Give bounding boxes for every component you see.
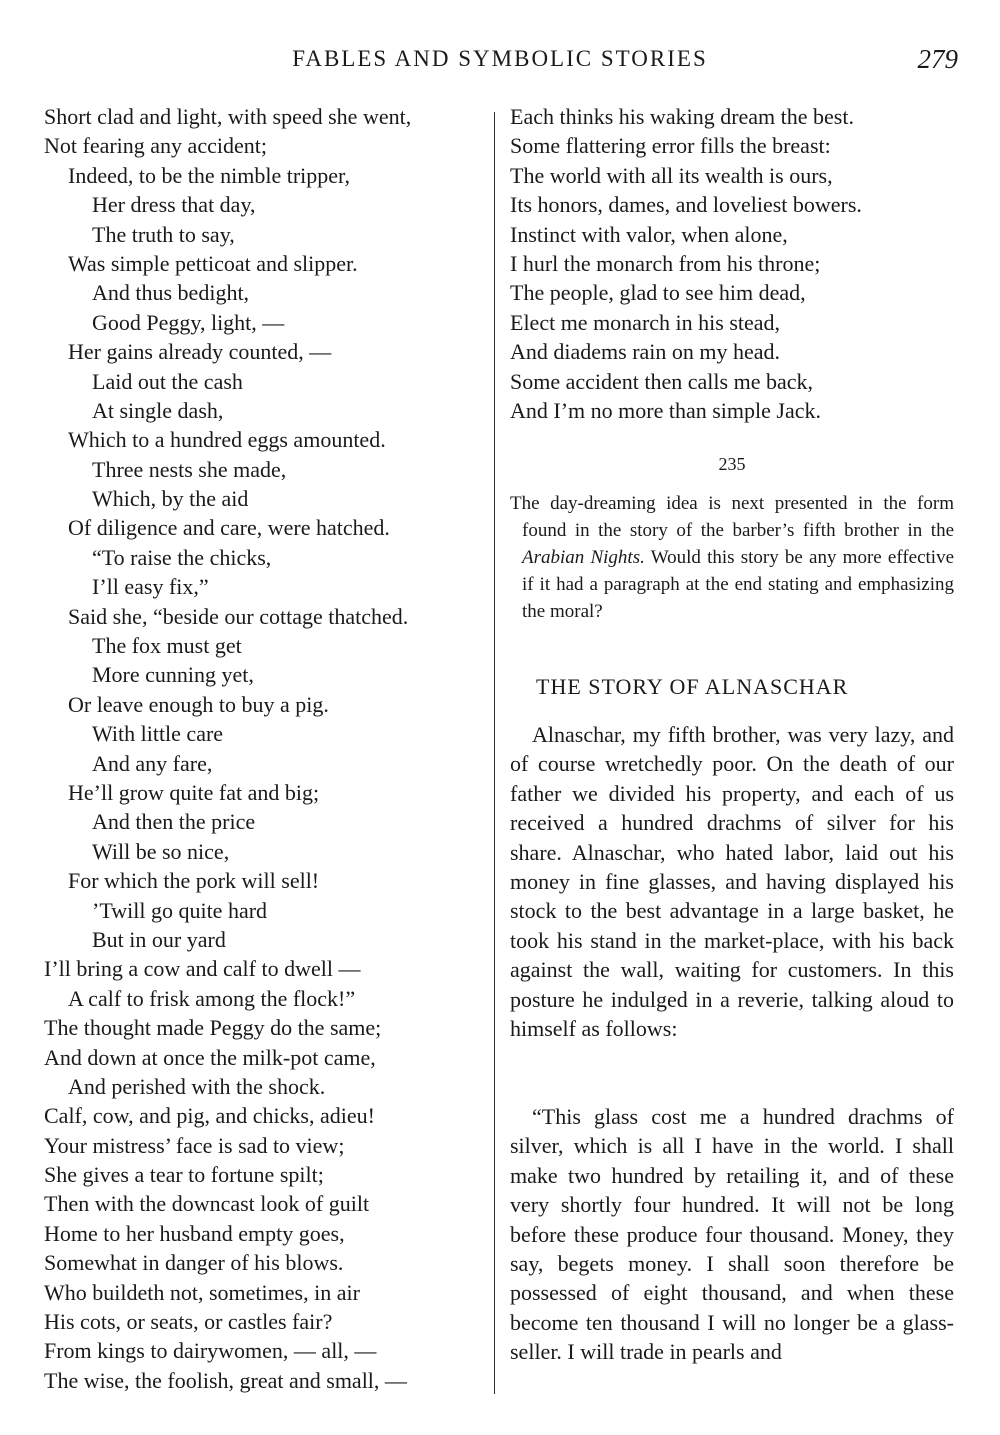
poem-line: Home to her husband empty goes, — [44, 1220, 345, 1246]
story-paragraph: “This glass cost me a hundred drachms of silver, which is all I have in the world. I shall make two hundred by retailing it, and of these very shortly four hundred. It will not be long before these produce four thousand. Money, they say, begets money. I shall soon therefore be possessed of eight thousand, and when these become ten thousand I will no longer be a glass-seller. I will trade in pearls and — [510, 1104, 954, 1365]
poem-line: And perished with the shock. — [68, 1073, 326, 1099]
poem-line: Elect me monarch in his stead, — [510, 309, 781, 335]
poem-line: Some accident then calls me back, — [510, 368, 813, 394]
poem-line: I’ll bring a cow and calf to dwell — — [44, 956, 361, 982]
poem-line: But in our yard — [92, 926, 226, 952]
poem-line: Who buildeth not, sometimes, in air — [44, 1279, 360, 1305]
poem-line: Indeed, to be the nimble tripper, — [68, 162, 350, 188]
story-title: THE STORY OF ALNASCHAR — [536, 674, 849, 699]
poem-right-column — [510, 102, 954, 425]
poem-line: Then with the downcast look of guilt — [44, 1191, 370, 1217]
running-title: FABLES AND SYMBOLIC STORIES — [292, 46, 708, 71]
poem-line: Somewhat in danger of his blows. — [44, 1250, 344, 1276]
column-divider — [494, 112, 495, 1394]
running-header — [0, 44, 1000, 84]
poem-line: Her gains already counted, — — [68, 339, 332, 365]
story-paragraph: Alnaschar, my fifth brother, was very lazy, and of course wretchedly poor. On the death of our father we divided his property, and each of us received a hundred drachms of silver for his share. Alnaschar, who hated labor, laid out his money in fine glasses, and having displayed his stock to the best advantage in a large basket, he took his stand in the market-place, with his back against the wall, waiting for customers. In this posture he indulged in a reverie, talking aloud to himself as follows: — [510, 722, 954, 1042]
note-text-after: Would this story be any more effective if it had a paragraph at the end stating and emphasizing the moral? — [522, 547, 955, 622]
poem-line: And diadems rain on my head. — [510, 339, 781, 365]
poem-line: And down at once the milk-pot came, — [44, 1044, 376, 1070]
poem-line: Three nests she made, — [92, 456, 287, 482]
selection-number: 235 — [718, 454, 746, 474]
poem-line: The people, glad to see him dead, — [510, 280, 806, 306]
poem-line: I’ll easy fix,” — [92, 574, 209, 600]
poem-line: And I’m no more than simple Jack. — [510, 397, 821, 423]
poem-line: He’ll grow quite fat and big; — [68, 779, 320, 805]
poem-line: I hurl the monarch from his throne; — [510, 250, 821, 276]
poem-line: Said she, “beside our cottage thatched. — [68, 603, 409, 629]
poem-line: Some flattering error fills the breast: — [510, 133, 831, 159]
poem-line: Of diligence and care, were hatched. — [68, 515, 390, 541]
poem-line: For which the pork will sell! — [68, 868, 320, 894]
poem-line: A calf to frisk among the flock!” — [68, 985, 356, 1011]
poem-line: Instinct with valor, when alone, — [510, 221, 788, 247]
poem-line: Not fearing any accident; — [44, 133, 267, 159]
poem-left-column — [44, 102, 490, 1395]
poem-line: Your mistress’ face is sad to view; — [44, 1132, 345, 1158]
poem-line: Short clad and light, with speed she went, — [44, 104, 412, 129]
note-book-title: Arabian Nights. — [522, 547, 645, 568]
poem-line: Was simple petticoat and slipper. — [68, 250, 358, 276]
poem-line: Each thinks his waking dream the best. — [510, 104, 854, 129]
poem-line: Laid out the cash — [92, 368, 243, 394]
note-text-before: The day-dreaming idea is next presented in the form found in the story of the barber’s fifth brother in the — [510, 493, 954, 541]
poem-line: ’Twill go quite hard — [92, 897, 268, 923]
right-column — [510, 102, 955, 1365]
poem-line: The truth to say, — [92, 221, 235, 247]
poem-line: Calf, cow, and pig, and chicks, adieu! — [44, 1103, 375, 1129]
poem-line: She gives a tear to fortune spilt; — [44, 1162, 324, 1188]
poem-line: The wise, the foolish, great and small, — — [44, 1367, 407, 1393]
poem-line: Its honors, dames, and loveliest bowers. — [510, 192, 862, 218]
poem-line: And thus bedight, — [92, 280, 250, 306]
poem-line: At single dash, — [92, 397, 224, 423]
poem-line: Will be so nice, — [92, 838, 230, 864]
study-note — [510, 490, 954, 625]
poem-line: Good Peggy, light, — — [92, 309, 285, 335]
poem-line: Her dress that day, — [92, 192, 256, 218]
poem-line: And then the price — [92, 809, 256, 835]
poem-line: Which to a hundred eggs amounted. — [68, 427, 386, 453]
poem-line: The fox must get — [92, 633, 242, 659]
poem-line: From kings to dairywomen, — all, — — [44, 1338, 377, 1364]
poem-line: The thought made Peggy do the same; — [44, 1015, 382, 1041]
poem-line: His cots, or seats, or castles fair? — [44, 1309, 333, 1335]
poem-line: More cunning yet, — [92, 662, 254, 688]
poem-line: Which, by the aid — [92, 486, 249, 512]
poem-line: Or leave enough to buy a pig. — [68, 691, 329, 717]
page-number: 279 — [917, 44, 958, 74]
poem-line: The world with all its wealth is ours, — [510, 162, 833, 188]
poem-line: With little care — [92, 721, 224, 747]
poem-line: And any fare, — [92, 750, 213, 776]
poem-line: “To raise the chicks, — [92, 544, 272, 570]
